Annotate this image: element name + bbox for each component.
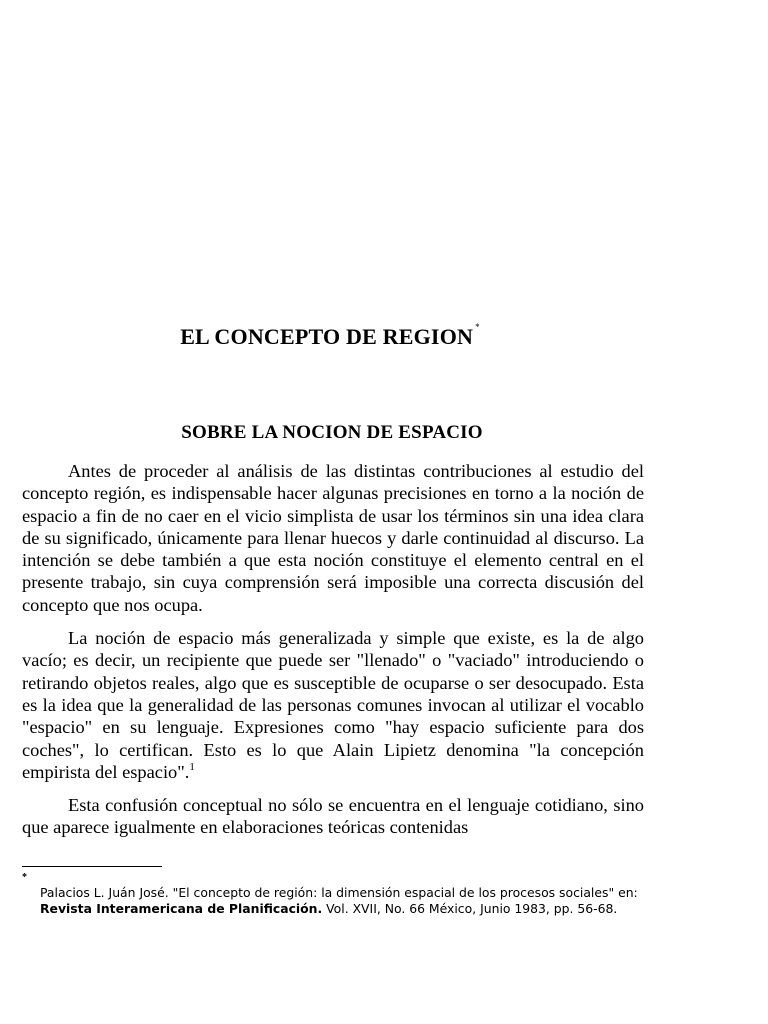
footnote-journal: Revista Interamericana de Planificación. (40, 901, 323, 916)
paragraph-text: La noción de espacio más generalizada y simple que existe, es la de algo vacío; es decir, un recipiente que puede ser "llenado" o "vaciado" introduciendo o retirando objetos reales, algo que es susceptible de ocuparse o ser desocupado. Esta es la idea que la generalidad de las personas comunes invocan al utilizar el vocablo "espacio" en su lenguaje. Expresiones como "hay espacio suficiente para dos coches", lo certifican. Esto es lo que Alain Lipietz denomina "la concepción empirista del espacio". (22, 628, 644, 782)
paragraph (22, 794, 644, 839)
footnote-details: Vol. XVII, No. 66 México, Junio 1983, pp. 56-68. (322, 901, 618, 916)
document-title (0, 322, 660, 350)
paragraph-text: Antes de proceder al análisis de las distintas contribuciones al estudio del concepto región, es indispensable hacer algunas precisiones en torno a la noción de espacio a fin de no caer en el vicio simplista de usar los términos sin una idea clara de su significado, únicamente para llenar huecos y darle continuidad al discurso. La intención se debe también a que esta noción constituye el elemento central en el presente trabajo, sin cuya comprensión será imposible una correcta discusión del concepto que nos ocupa. (22, 461, 644, 615)
footnote-divider (22, 866, 162, 867)
section-heading: SOBRE LA NOCION DE ESPACIO (181, 422, 483, 443)
body-text (22, 460, 644, 850)
footnote-citation: Palacios L. Juán José. "El concepto de región: la dimensión espacial de los procesos sociales" en: (40, 885, 638, 900)
footnote-reference: 1 (189, 760, 195, 773)
footnote-marker: * (22, 872, 27, 883)
paragraph-text: Esta confusión conceptual no sólo se encuentra en el lenguaje cotidiano, sino que aparece igualmente en elaboraciones teóricas contenidas (22, 795, 644, 838)
paragraph (22, 627, 644, 783)
footnote-marker: * (475, 322, 480, 332)
footnote (40, 885, 645, 917)
title-text: EL CONCEPTO DE REGION (180, 324, 474, 349)
paragraph (22, 460, 644, 616)
